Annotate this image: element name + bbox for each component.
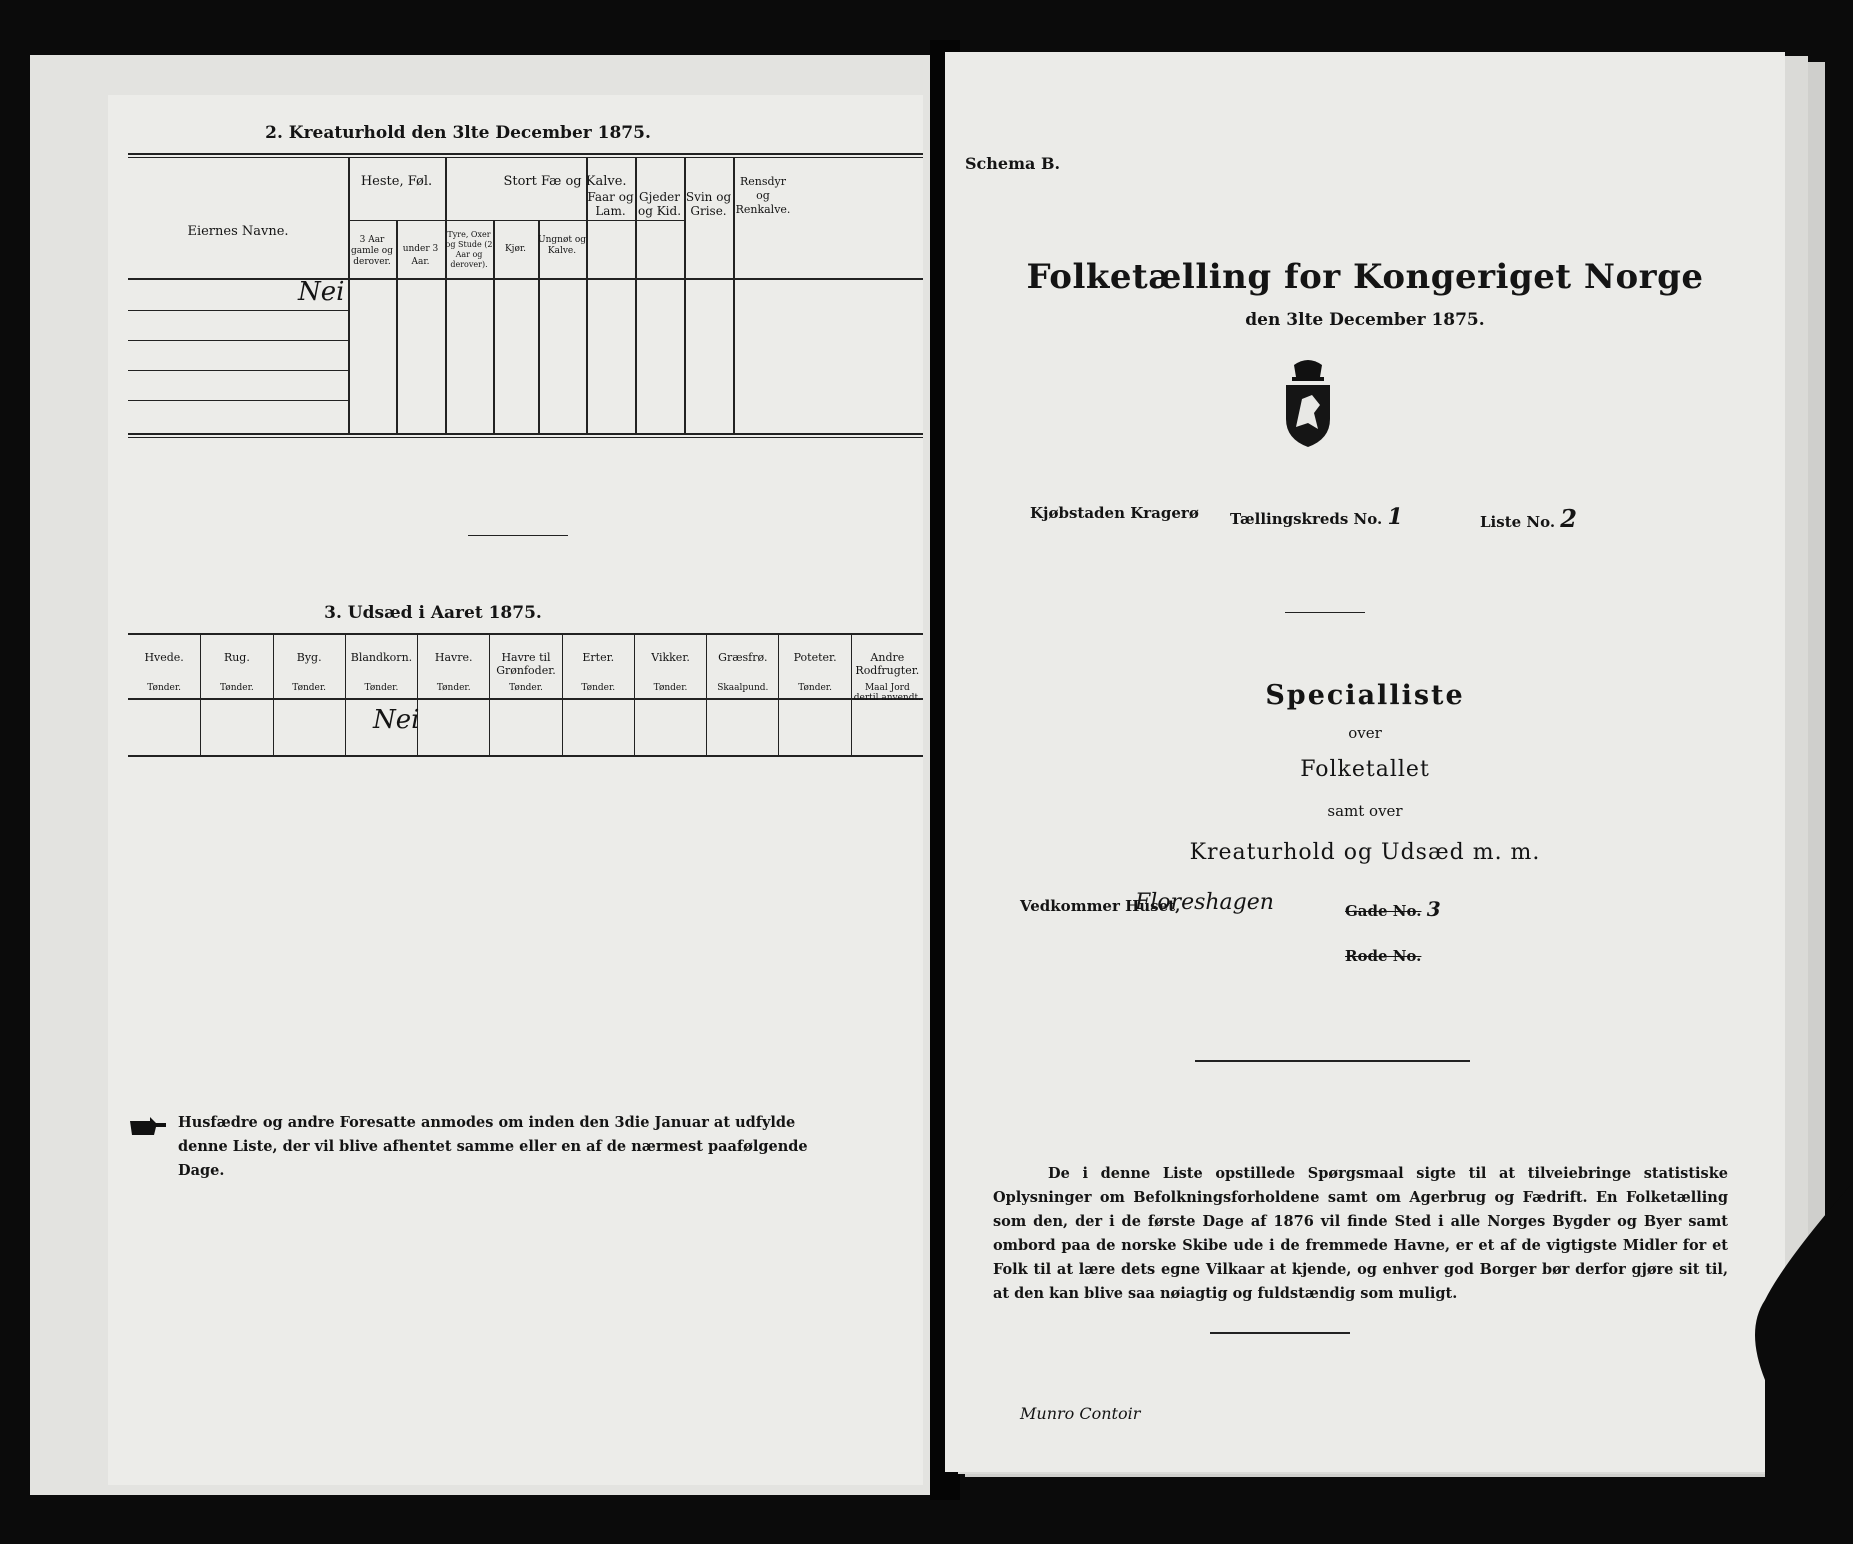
- section3-column-unit: Tønder.: [292, 683, 327, 693]
- header-horses: Heste, Føl.: [360, 174, 433, 189]
- gade-row: [1345, 897, 1441, 921]
- header-cattle-bulls: Tyre, Oxer og Stude (2 Aar og derover).: [445, 230, 493, 269]
- section3-columns: [128, 635, 923, 755]
- section2-top-rule: [128, 153, 923, 155]
- intro-paragraph: De i denne Liste opstillede Spørgsmaal sigte til at tilveiebringe statistiske Oplysninger om Befolkningsforholdene samt om Agerbrug og Fædrift. En Folketælling som den, der i de første Dage af 1876 vil finde Sted i alle Norges Bygder og Byer samt ombord paa de norske Skibe ude i de fremmede Havne, er et af de vigtigste Midler for et Folk til at lære dets egne Vilkaar at kjende, og enhver god Borger bør derfor gjøre sit til, at den kan blive saa nøiagtig og fuldstændig som muligt.: [993, 1165, 1728, 1302]
- town-value: Kragerø: [1130, 504, 1199, 522]
- section3-column-name: Erter.: [582, 651, 615, 664]
- coat-of-arms-icon: [1280, 357, 1336, 449]
- section3-column-name: Andre Rodfrugter.: [855, 651, 920, 677]
- col-line: [348, 157, 350, 435]
- section3-column-unit: Tønder.: [220, 683, 254, 693]
- section3-bottom-rule: [128, 755, 923, 757]
- pointing-hand-icon: [128, 1115, 168, 1137]
- section3-column-name: Havre.: [434, 651, 473, 664]
- separator: [1285, 612, 1365, 613]
- specialliste-title: Specialliste: [1265, 680, 1465, 711]
- sub-header-rule: [348, 220, 445, 221]
- section3-title: 3. Udsæd i Aaret 1875.: [324, 603, 542, 623]
- section3-handwritten-entry: Nei: [373, 705, 420, 735]
- district-label: Tællingskreds No.: [1230, 510, 1383, 528]
- section3-column: [706, 635, 778, 755]
- list-label: Liste No.: [1480, 513, 1556, 531]
- section3-column-name: Poteter.: [793, 651, 837, 664]
- section3-column: [778, 635, 850, 755]
- town-label: Kjøbstaden: [1030, 504, 1125, 522]
- list-value: 2: [1560, 504, 1577, 533]
- section3-column-unit: Skaalpund.: [717, 683, 769, 693]
- right-page: [945, 52, 1785, 1472]
- schema-label: Schema B.: [965, 154, 1061, 173]
- section3-column-name: Hvede.: [144, 651, 184, 664]
- section3-column: [128, 635, 200, 755]
- section3-column: [273, 635, 345, 755]
- header-sheep: Faar og Lam.: [587, 190, 634, 218]
- separator-long: [1195, 1060, 1470, 1062]
- section3-column: [200, 635, 272, 755]
- section3-column-unit: Tønder.: [798, 683, 832, 693]
- section3-column: [634, 635, 706, 755]
- samt-over-text: samt over: [1327, 802, 1403, 820]
- section3-column-name: Blandkorn.: [350, 651, 413, 664]
- gade-label: Gade No.: [1345, 902, 1422, 920]
- kreaturhold-text: Kreaturhold og Udsæd m. m.: [1189, 840, 1541, 865]
- sub-header-rule: [445, 220, 685, 221]
- section3-column-name: Vikker.: [651, 651, 690, 664]
- section3-column-name: Havre til Grønfoder.: [496, 651, 556, 677]
- section3-column-unit: Maal Jord dertil anvendt.: [853, 683, 921, 703]
- gade-value: 3: [1426, 897, 1441, 921]
- col-line: [445, 157, 447, 435]
- section3-column-name: Byg.: [296, 651, 322, 664]
- section3-column-name: Græsfrø.: [718, 651, 768, 664]
- separator: [468, 535, 568, 536]
- section3-column: [417, 635, 489, 755]
- section2-header-rule: [128, 278, 923, 280]
- over-text: over: [1348, 724, 1382, 742]
- section3-column: [851, 635, 923, 755]
- header-goats: Gjeder og Kid.: [637, 190, 682, 218]
- house-value: Floreshagen: [1135, 890, 1274, 915]
- left-form-sheet: [108, 95, 923, 1485]
- section3-column-unit: Tønder.: [509, 683, 543, 693]
- row-line: [128, 310, 348, 311]
- folketallet-text: Folketallet: [1300, 757, 1430, 782]
- section3-column-name: Rug.: [223, 651, 250, 664]
- section3-column: [562, 635, 634, 755]
- section3-column: [489, 635, 561, 755]
- list-row: [1480, 504, 1577, 533]
- section3-column-unit: Tønder.: [147, 683, 182, 693]
- torn-page-corner: [1705, 1180, 1853, 1540]
- header-owner: Eiernes Navne.: [187, 224, 289, 239]
- row-line: [128, 370, 348, 371]
- header-horses-adult: 3 Aar gamle og derover.: [351, 235, 393, 267]
- section3-column-unit: Tønder.: [436, 683, 471, 693]
- row-line: [128, 340, 348, 341]
- house-label: Vedkommer Huset,: [1020, 897, 1181, 915]
- separator-short: [1210, 1332, 1350, 1334]
- district-value: 1: [1387, 504, 1403, 530]
- handwritten-signature: Munro Contoir: [1020, 1404, 1141, 1423]
- row-line: [128, 400, 348, 401]
- section2-title: 2. Kreaturhold den 3lte December 1875.: [265, 123, 651, 143]
- header-cattle: Stort Fæ og Kalve.: [503, 174, 627, 189]
- main-title: Folketælling for Kongeriget Norge: [1026, 257, 1704, 297]
- district-row: [1230, 504, 1403, 530]
- section3-column-unit: Tønder.: [653, 683, 688, 693]
- town-row: [1030, 504, 1199, 522]
- rode-label: Rode No.: [1345, 947, 1422, 965]
- notice-text: Husfædre og andre Foresatte anmodes om inden den 3die Januar at udfylde denne Liste, der vil blive afhentet samme eller en af de nærmest paafølgende Dage.: [178, 1114, 808, 1179]
- header-cattle-calves: Ungnøt og Kalve.: [538, 235, 587, 256]
- section2-top-rule2: [128, 157, 923, 158]
- header-horses-young: under 3 Aar.: [402, 244, 439, 267]
- section3-column-unit: Tønder.: [364, 683, 399, 693]
- header-cattle-cows: Kjør.: [504, 244, 527, 254]
- section2-handwritten-entry: Nei: [298, 277, 345, 307]
- title-date: den 3lte December 1875.: [1245, 310, 1485, 330]
- section3-column-unit: Tønder.: [581, 683, 616, 693]
- section3-column: [345, 635, 420, 755]
- section2-bottom-rule: [128, 433, 923, 435]
- header-reindeer: Rensdyr og Renkalve.: [735, 175, 791, 216]
- header-pigs: Svin og Grise.: [685, 190, 732, 218]
- section2-bottom-rule2: [128, 437, 923, 438]
